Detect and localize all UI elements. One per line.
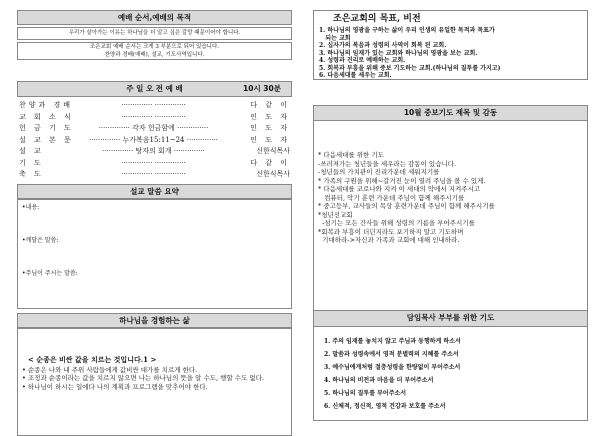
list-item: 4. 하나님의 비전과 마음을 더 부어주소서 bbox=[324, 377, 434, 384]
order-label: 기 도 bbox=[19, 158, 44, 167]
order-leader: 다 같 이 bbox=[250, 158, 290, 167]
order-middle: ·············· 탕자의 회개 ·············· bbox=[102, 147, 205, 156]
list-item: * 가족의 구원을 위해~갈거진 눈이 열려 주님을 볼 수 있게. bbox=[318, 176, 486, 185]
list-item: * 다음세대를 코로나와 지켜 이 세대의 악에서 지켜주시고 bbox=[318, 185, 481, 193]
order-middle: ·············· ·············· bbox=[121, 112, 186, 121]
pastor-box bbox=[313, 327, 588, 421]
order-row bbox=[17, 158, 292, 170]
sermon-header: 설교 말씀 요약 bbox=[17, 184, 292, 199]
list-item: 되는 교회 bbox=[319, 34, 351, 42]
order-middle: ·············· 각자 헌금함에 ·············· bbox=[98, 124, 209, 133]
note-box bbox=[17, 42, 292, 60]
service-time: 10시 30분 bbox=[243, 84, 281, 93]
list-item: *청년선교회 bbox=[318, 210, 353, 219]
list-item: 기대하라->자신과 가족과 교회에 대해 인내하라. bbox=[318, 236, 460, 244]
order-label: 헌 금 기 도 bbox=[19, 124, 74, 133]
order-middle: ·············· ·············· bbox=[121, 170, 186, 179]
order-row bbox=[17, 123, 292, 135]
note-line-2: 찬양과 경배(예배), 설교, 기도사역입니다. bbox=[104, 51, 205, 58]
list-item: * 다음세대를 위한 기도 bbox=[318, 151, 384, 159]
experience-item: • 조정과 순종이라는 값을 치르지 않으면 나는 하나님의 뜻을 알 수도, 행할 수도 없다. bbox=[22, 374, 265, 383]
order-header: 예배 순서,예배의 목적 bbox=[17, 10, 292, 25]
list-item: 5. 회복과 부흥을 위해 중보 기도하는 교회.(하나님의 질투를 가지고) bbox=[319, 64, 501, 72]
list-item: 5. 하나님의 질투를 부어주소서 bbox=[324, 390, 407, 397]
goals-box bbox=[313, 10, 588, 80]
goals-title: 조은교회의 목표, 비전 bbox=[333, 14, 421, 24]
list-item: *회복과 부흥이 더딘지라도 포기하지 말고 기도하며 bbox=[318, 227, 464, 236]
pastor-header: 담임목사 부부를 위한 기도 bbox=[313, 311, 588, 327]
goals-list bbox=[319, 27, 582, 80]
sermon-box bbox=[17, 199, 292, 309]
prayer-header: 10월 중보기도 제목 및 감동 bbox=[313, 105, 588, 121]
list-item: 1. 하나님의 영광을 구하는 삶이 우리 인생의 유일한 목적과 목표가 bbox=[319, 27, 495, 35]
order-label: 교 회 소 식 bbox=[19, 112, 74, 121]
list-item: 3. 하나님의 임재가 있는 교회와 하나님의 영광을 보는 교회. bbox=[319, 49, 478, 57]
experience-box bbox=[17, 328, 292, 436]
order-leader: 인 도 자 bbox=[250, 112, 290, 121]
list-item: 4. 성령과 진리로 예배하는 교회. bbox=[319, 57, 406, 65]
right-column bbox=[313, 10, 588, 421]
prayer-list bbox=[318, 151, 583, 245]
order-leader: 신한식목사 bbox=[256, 170, 290, 179]
service-header bbox=[17, 81, 292, 97]
order-row bbox=[17, 146, 292, 158]
order-row bbox=[17, 135, 292, 147]
list-item: -섬기는 모든 간사들 위해 성령의 기름을 부어주시기를 bbox=[318, 219, 475, 227]
note-line-1: 조은교회 예배 순서는 크게 3 부분으로 되어 있습니다. bbox=[89, 44, 220, 50]
list-item: 6. 다음세대를 세우는 교회. bbox=[319, 72, 392, 80]
list-item: 6. 신체적, 정신적, 영적 건강과 보호를 주소서 bbox=[324, 403, 446, 410]
order-row bbox=[17, 100, 292, 112]
order-row bbox=[17, 112, 292, 124]
order-middle: ·············· ·············· bbox=[121, 158, 186, 167]
order-row bbox=[17, 169, 292, 181]
order-label: 축 도 bbox=[19, 170, 44, 179]
order-leader: 인 도 자 bbox=[250, 124, 290, 133]
order-leader: 인 도 자 bbox=[250, 135, 290, 144]
experience-header: 하나님을 경험하는 삶 bbox=[17, 313, 292, 328]
order-label: 찬양과 경배 bbox=[19, 101, 74, 110]
experience-item: • 순종은 나와 내 주위 사람들에게 값비싼 대가를 치르게 한다. bbox=[22, 366, 198, 375]
list-item: 2. 말씀과 성령속에서 영적 분별력의 지혜를 주소서 bbox=[324, 351, 459, 358]
list-item: 컴퓨터, 악기 훈련 가운데 주님이 함께 해주시기를 bbox=[318, 193, 465, 202]
sermon-insight-field[interactable]: •깨달은 말씀: bbox=[22, 236, 59, 244]
experience-item: • 하나님이 하시는 일에다 나의 계획과 프로그램을 맞추어야 한다. bbox=[22, 382, 208, 391]
experience-title: < 순종은 비싼 값을 치르는 것입니다.1 > bbox=[28, 354, 157, 364]
order-leader: 신한식목사 bbox=[256, 147, 290, 156]
service-title: 주 일 오 전 예 배 bbox=[126, 84, 183, 93]
purpose-text: 우리가 살아가는 이유는 하나님을 더 알고 싶은 갈망 때문이어야 합니다. bbox=[68, 30, 241, 36]
order-label: 설 교 본 문 bbox=[19, 135, 74, 144]
list-item: 2. 십자가의 복음과 성령의 사역이 회복 된 교회. bbox=[319, 42, 447, 50]
order-label: 설 교 bbox=[19, 147, 44, 156]
sermon-content-field[interactable]: •내용: bbox=[22, 203, 40, 211]
list-item: * 중고등부, 교사들의 목상 훈련가운데 주님이 함께 해주시기를 bbox=[318, 202, 495, 210]
worship-order bbox=[17, 100, 292, 181]
order-leader: 다 같 이 bbox=[250, 101, 290, 110]
left-column bbox=[17, 10, 292, 436]
prayer-box bbox=[313, 121, 588, 311]
list-item: -쓰러져가는 청년들을 세우라는 감동이 있습니다. bbox=[318, 159, 457, 168]
list-item: 3. 예수님에게처럼 절충성령을 한량없이 부어주소서 bbox=[324, 364, 461, 371]
purpose-box bbox=[17, 27, 292, 40]
order-middle: ·············· 누가복음15:11~24 ·············· bbox=[89, 135, 218, 144]
list-item: -청년들의 가치관이 진리가운데 세워지기를 bbox=[318, 168, 440, 176]
sermon-lord-word-field[interactable]: •주님이 주시는 말씀: bbox=[22, 269, 78, 277]
pastor-list bbox=[324, 335, 577, 413]
order-middle: ·············· ·············· bbox=[121, 101, 186, 110]
list-item: 1. 주의 임재를 놓치지 않고 주님과 동행하게 하소서 bbox=[324, 338, 461, 345]
